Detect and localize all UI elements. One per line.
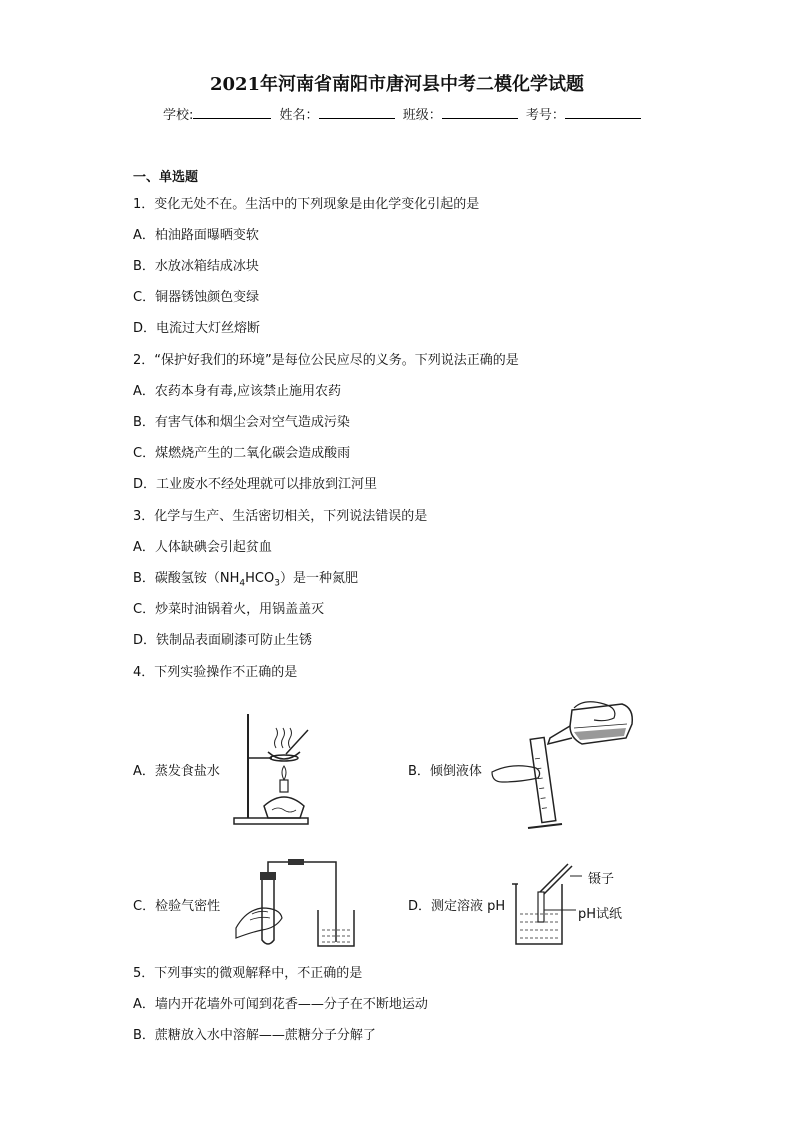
- question-4-stem: 4．下列实验操作不正确的是: [133, 665, 298, 680]
- question-4-option-d: D．测定溶液 pH: [408, 899, 506, 914]
- question-5-option-b: B．蔗糖放入水中溶解——蔗糖分子分解了: [133, 1028, 376, 1043]
- question-2-option-a: A．农药本身有毒,应该禁止施用农药: [133, 384, 342, 399]
- question-1-option-d: D．电流过大灯丝熔断: [133, 321, 261, 336]
- question-2-option-c: C．煤燃烧产生的二氧化碳会造成酸雨: [133, 446, 351, 461]
- section-heading: 一、单选题: [133, 170, 199, 185]
- ph-paper-label: pH试纸: [578, 907, 623, 922]
- question-1-option-c: C．铜器锈蚀颜色变绿: [133, 290, 260, 305]
- question-4-option-b: B．倾倒液体: [408, 764, 482, 779]
- question-4-option-a: A．蒸发食盐水: [133, 764, 220, 779]
- question-5-stem: 5．下列事实的微观解释中，不正确的是: [133, 966, 363, 981]
- name-label: 姓名：: [279, 108, 319, 123]
- question-3-stem: 3．化学与生产、生活密切相关，下列说法错误的是: [133, 509, 428, 524]
- class-label: 班级：: [402, 108, 442, 123]
- name-blank[interactable]: [319, 106, 395, 119]
- question-2-option-d: D．工业废水不经处理就可以排放到江河里: [133, 477, 378, 492]
- tweezers-label: 镊子: [588, 872, 615, 887]
- question-1-option-a: A．柏油路面曝晒变软: [133, 228, 259, 243]
- question-2-option-b: B．有害气体和烟尘会对空气造成污染: [133, 415, 350, 430]
- airtightness-check-figure: [232, 858, 362, 950]
- school-label: 学校:: [163, 108, 194, 123]
- question-4-option-c: C．检验气密性: [133, 899, 221, 914]
- question-3-option-b: B．碳酸氢铵$(NH_4HCO_3)$是一种氮肥: [133, 571, 358, 589]
- class-blank[interactable]: [442, 106, 518, 119]
- question-2-stem: 2．“保护好我们的环境”是每位公民应尽的义务。下列说法正确的是: [133, 353, 519, 368]
- exam-no-blank[interactable]: [565, 106, 641, 119]
- question-3-option-d: D．铁制品表面刷漆可防止生锈: [133, 633, 313, 648]
- question-1-option-b: B．水放冰箱结成冰块: [133, 259, 259, 274]
- page-title: 2021年河南省南阳市唐河县中考二模化学试题: [209, 74, 585, 95]
- pouring-liquid-figure: [462, 698, 642, 838]
- exam-no-label: 考号：: [525, 108, 565, 123]
- question-5-option-a: A．墙内开花墙外可闻到花香——分子在不断地运动: [133, 997, 428, 1012]
- question-1-stem: 1．变化无处不在。生活中的下列现象是由化学变化引起的是: [133, 197, 480, 212]
- student-info-line: [163, 104, 645, 123]
- school-blank[interactable]: [193, 106, 271, 119]
- evaporation-apparatus-figure: [228, 710, 328, 828]
- question-3-option-a: A．人体缺碘会引起贫血: [133, 540, 272, 555]
- question-3-option-c: C．炒菜时油锅着火，用锅盖盖灭: [133, 602, 325, 617]
